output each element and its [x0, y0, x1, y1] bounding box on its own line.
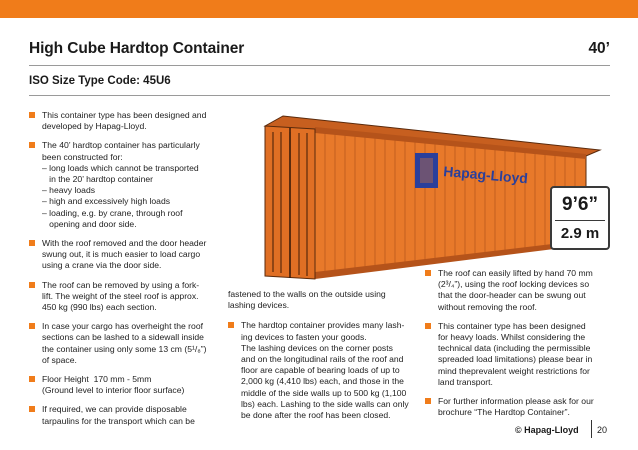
text-column-middle [228, 289, 414, 429]
text-line: technical data (including the permissible [438, 343, 591, 354]
text-line: mind theprevalent weight restrictions for [438, 365, 590, 376]
container-size-label: 40’ [588, 40, 610, 57]
text-line: lbs) each. Lashing to the side walls can only [241, 398, 409, 409]
text-line: The roof can easily lifted by hand 70 mm [438, 268, 593, 278]
text-line: – long loads which cannot be transported [42, 162, 199, 173]
height-badge [550, 186, 610, 250]
bullet-item [29, 404, 219, 426]
text-line: swung out, it is much easier to load cargo [42, 249, 201, 260]
top-accent-bar [0, 0, 638, 18]
bullet-item [29, 140, 219, 230]
text-line: 2,000 kg (4,410 lbs) each, and those in the [241, 376, 404, 387]
text-line: of space. [42, 354, 77, 365]
bullet-square-icon [29, 376, 35, 382]
text-line: brochure “The Hardtop Container”. [438, 407, 570, 418]
text-line: land transport. [438, 376, 493, 387]
text-line: – loading, e.g. by crane, through roof [42, 207, 183, 218]
text-line: the container using only some 13 cm (5¹/₈”) [42, 343, 207, 354]
bullet-square-icon [228, 322, 234, 328]
text-line: middle of the side walls up to 500 kg (1,100 [241, 387, 407, 398]
paragraph [228, 289, 414, 311]
text-line: (Ground level to interior floor surface) [42, 385, 185, 396]
title-divider [29, 65, 610, 66]
bullet-item [425, 268, 615, 313]
footer-copyright: © Hapag-Lloyd [515, 425, 579, 435]
hapag-lloyd-logo-icon [415, 153, 438, 188]
text-line: (2³/₄”), using the roof locking devices so [438, 279, 590, 290]
bullet-square-icon [29, 142, 35, 148]
text-line: lift. The weight of the steel roof is approx. [42, 290, 199, 301]
text-line: The lashing devices on the corner posts [241, 342, 393, 353]
text-line: With the roof removed and the door header [42, 238, 207, 249]
text-line: floor are capable of bearing loads of up to [241, 365, 400, 376]
text-line: If required, we can provide disposable [42, 404, 187, 415]
bullet-item [29, 374, 219, 396]
text-line: tarpaulins for the transport which can be [42, 415, 195, 426]
text-line: For further information please ask for our [438, 396, 594, 407]
bullet-item [425, 321, 615, 388]
bullet-item [29, 238, 219, 272]
text-line: The hardtop container provides many lash- [241, 320, 405, 331]
text-line: developed by Hapag-Lloyd. [42, 121, 147, 132]
bullet-square-icon [29, 282, 35, 288]
bullet-square-icon [29, 406, 35, 412]
container-brand-text: Hapag-Lloyd [442, 163, 529, 187]
text-column-left [29, 110, 219, 435]
iso-code-subtitle: ISO Size Type Code: 45U6 [29, 75, 171, 87]
text-line: ing devices to fasten your goods. [241, 331, 367, 342]
text-line: and on the longitudinal rails of the roof and [241, 354, 404, 365]
text-line: for heavy loads. Whilst considering the [438, 332, 586, 343]
text-line: without removing the roof. [438, 301, 537, 312]
bullet-square-icon [29, 240, 35, 246]
text-line: – high and excessively high loads [42, 196, 171, 207]
text-line: using a crane via the door side. [42, 260, 162, 271]
text-line: be done after the roof has been closed. [241, 410, 391, 421]
footer-separator [591, 420, 592, 438]
bullet-square-icon [425, 270, 431, 276]
bullet-square-icon [29, 112, 35, 118]
bullet-item [29, 280, 219, 314]
text-line: fastened to the walls on the outside using [228, 289, 386, 299]
text-line: – heavy loads [42, 185, 96, 196]
text-line: in the 20’ hardtop container [42, 174, 153, 185]
bullet-item [29, 110, 219, 132]
page-title: High Cube Hardtop Container [29, 40, 245, 57]
bullet-item [228, 320, 414, 421]
height-feet: 9’6” [562, 194, 598, 215]
text-line: lashing devices. [228, 300, 290, 311]
bullet-item [29, 321, 219, 366]
page-number: 20 [597, 425, 608, 435]
text-line: been constructed for: [42, 151, 123, 162]
bullet-square-icon [425, 323, 431, 329]
text-line: opening and door side. [42, 218, 137, 229]
height-meters: 2.9 m [560, 225, 600, 242]
text-line: sections can be lashed to a sidewall inside [42, 332, 204, 343]
text-line: The roof can be removed by using a fork- [42, 279, 200, 290]
text-line: Floor Height 170 mm - 5mm [42, 374, 152, 385]
text-line: 450 kg (990 lbs) each section. [42, 302, 157, 313]
text-line: that the door-header can be swung out [438, 290, 586, 301]
bullet-square-icon [425, 398, 431, 404]
bullet-item [425, 396, 615, 418]
text-column-right [425, 268, 615, 426]
text-line: This container type has been designed [438, 320, 586, 331]
text-line: This container type has been designed and [42, 110, 207, 120]
text-line: In case your cargo has overheight the roof [42, 321, 203, 332]
text-line: spreaded load limitations) please bear in [438, 354, 593, 365]
text-line: The 40’ hardtop container has particularly [42, 140, 200, 151]
bullet-square-icon [29, 323, 35, 329]
